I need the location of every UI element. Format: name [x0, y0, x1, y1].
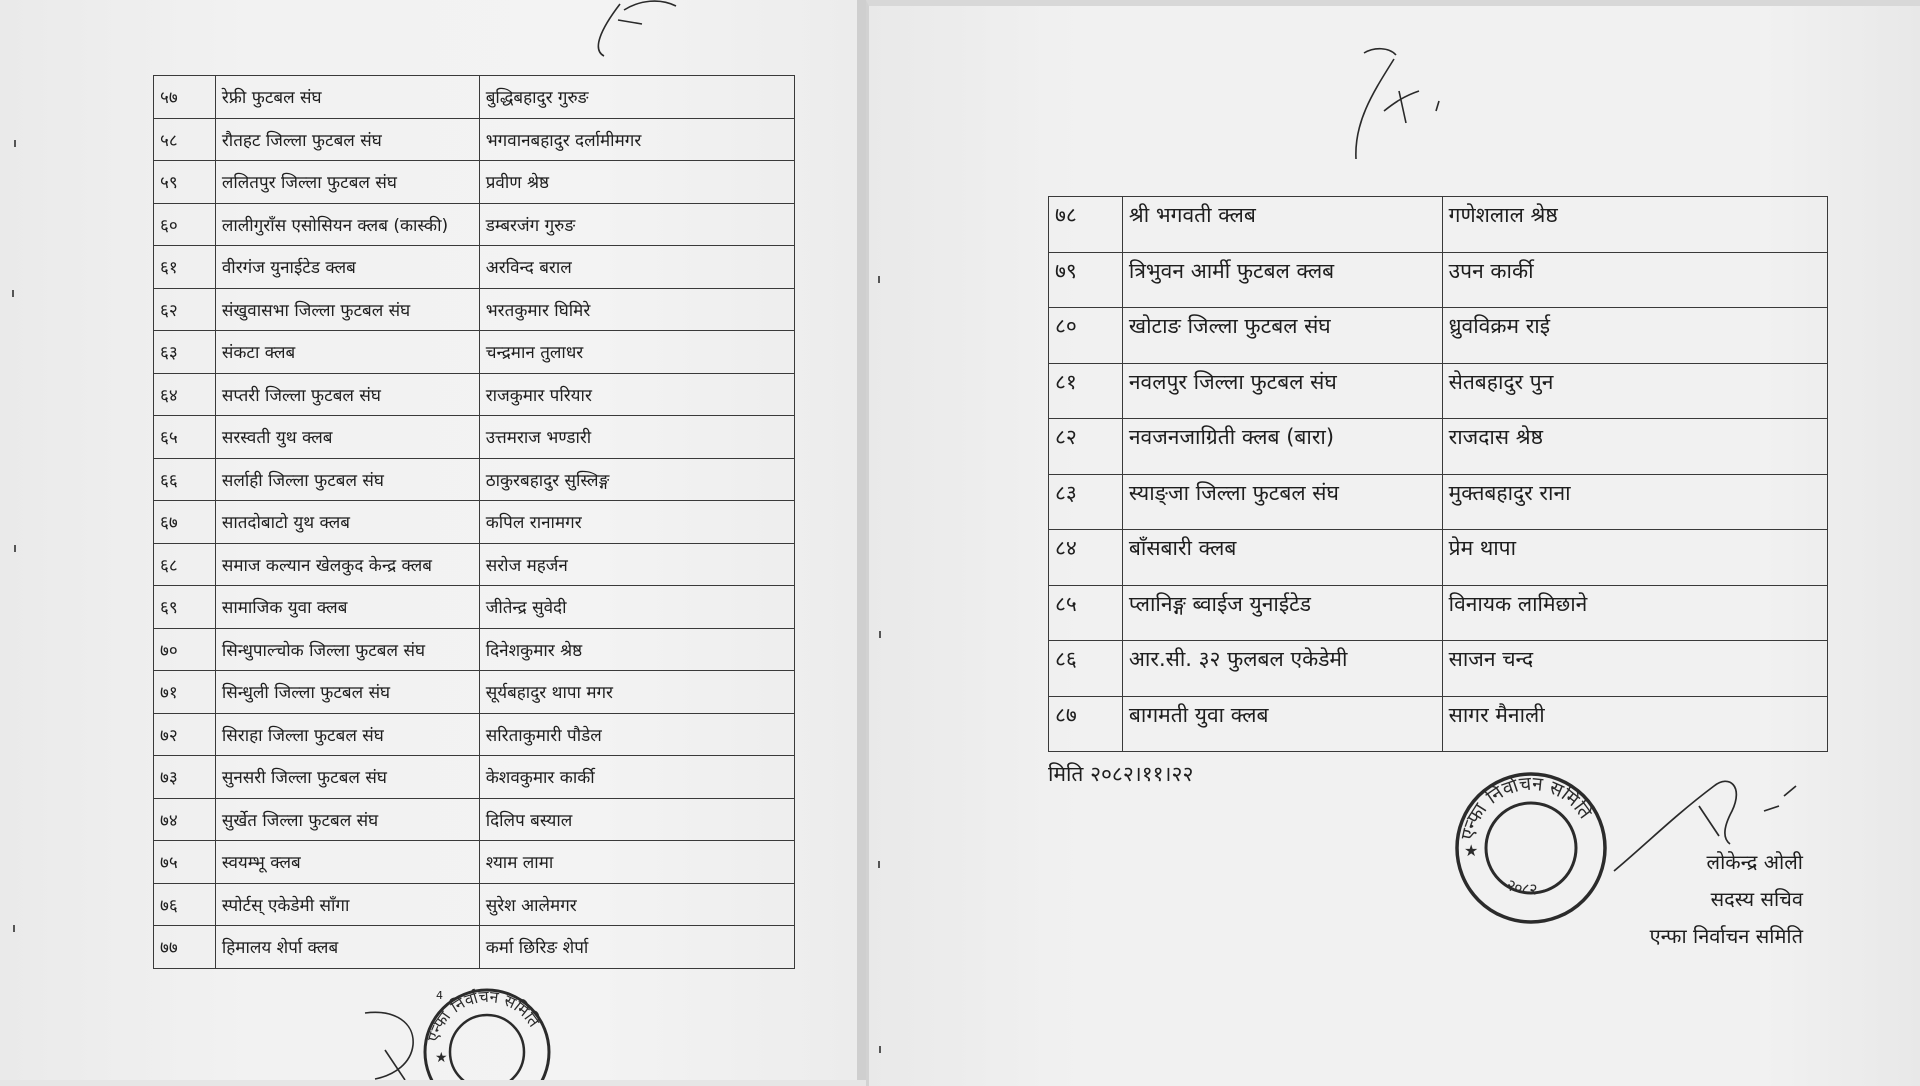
representative-name: गणेशलाल श्रेष्ठ [1442, 197, 1827, 253]
representative-name: दिनेशकुमार श्रेष्ठ [479, 628, 794, 671]
serial-number: ७२ [154, 713, 216, 756]
organization-name: खोटाङ जिल्ला फुटबल संघ [1122, 308, 1442, 364]
member-list-table-left [153, 75, 795, 969]
left-table-row [154, 713, 795, 756]
representative-name: डम्बरजंग गुरुङ [479, 203, 794, 246]
left-table-row [154, 926, 795, 969]
representative-name: कर्मा छिरिङ शेर्पा [479, 926, 794, 969]
representative-name: सुरेश आलेमगर [479, 883, 794, 926]
document-page-right [866, 0, 1920, 1086]
serial-number: ८० [1049, 308, 1123, 364]
serial-number: ८५ [1049, 585, 1123, 641]
serial-number: ६३ [154, 331, 216, 374]
serial-number: ७३ [154, 756, 216, 799]
left-table-row [154, 841, 795, 884]
organization-name: बागमती युवा क्लब [1122, 696, 1442, 752]
serial-number: ६८ [154, 543, 216, 586]
serial-number: ८३ [1049, 474, 1123, 530]
right-table-row [1049, 252, 1828, 308]
left-table-row [154, 798, 795, 841]
signature-mark-top-right [1344, 41, 1464, 171]
svg-text:एन्फा निर्वाचन समिति: एन्फा निर्वाचन समिति [423, 986, 544, 1044]
representative-name: प्रेम थापा [1442, 530, 1827, 586]
right-table-row [1049, 363, 1828, 419]
organization-name: हिमालय शेर्पा क्लब [215, 926, 479, 969]
organization-name: सरस्वती युथ क्लब [215, 416, 479, 459]
representative-name: भगवानबहादुर दर्लामीमगर [479, 118, 794, 161]
svg-text:★: ★ [1464, 841, 1479, 860]
member-list-table-right [1048, 196, 1828, 752]
signatory-title: सदस्य सचिव [1710, 887, 1803, 911]
representative-name: जीतेन्द्र सुवेदी [479, 586, 794, 629]
serial-number: ६६ [154, 458, 216, 501]
serial-number: ८६ [1049, 641, 1123, 697]
right-table-row [1049, 419, 1828, 475]
serial-number: ७१ [154, 671, 216, 714]
page-gutter [857, 0, 866, 1080]
left-table-row [154, 756, 795, 799]
left-table-row [154, 373, 795, 416]
left-table-row [154, 543, 795, 586]
organization-name: बाँसबारी क्लब [1122, 530, 1442, 586]
serial-number: ६० [154, 203, 216, 246]
left-table-row [154, 118, 795, 161]
organization-name: संखुवासभा जिल्ला फुटबल संघ [215, 288, 479, 331]
serial-number: ७७ [154, 926, 216, 969]
serial-number: ८२ [1049, 419, 1123, 475]
representative-name: भरतकुमार घिमिरे [479, 288, 794, 331]
representative-name: सरिताकुमारी पौडेल [479, 713, 794, 756]
left-table-row [154, 76, 795, 119]
serial-number: ७५ [154, 841, 216, 884]
organization-name: सुनसरी जिल्ला फुटबल संघ [215, 756, 479, 799]
organization-name: रेफ्री फुटबल संघ [215, 76, 479, 119]
organization-name: रौतहट जिल्ला फुटबल संघ [215, 118, 479, 161]
left-table-row [154, 586, 795, 629]
serial-number: ६२ [154, 288, 216, 331]
right-table-row [1049, 474, 1828, 530]
representative-name: सरोज महर्जन [479, 543, 794, 586]
organization-name: संकटा क्लब [215, 331, 479, 374]
serial-number: ७० [154, 628, 216, 671]
representative-name: अरविन्द बराल [479, 246, 794, 289]
signatory-block [1650, 844, 1803, 955]
election-committee-stamp-right [1453, 766, 1613, 926]
representative-name: केशवकुमार कार्की [479, 756, 794, 799]
representative-name: ठाकुरबहादुर सुस्लिङ्ग [479, 458, 794, 501]
representative-name: श्याम लामा [479, 841, 794, 884]
svg-text:★: ★ [435, 1050, 448, 1066]
right-table-row [1049, 530, 1828, 586]
serial-number: ५९ [154, 161, 216, 204]
page-number: 4 [436, 989, 443, 1002]
left-table-row [154, 671, 795, 714]
serial-number: ८१ [1049, 363, 1123, 419]
serial-number: ७८ [1049, 197, 1123, 253]
serial-number: ७४ [154, 798, 216, 841]
organization-name: सुर्खेत जिल्ला फुटबल संघ [215, 798, 479, 841]
serial-number: ६९ [154, 586, 216, 629]
organization-name: श्री भगवती क्लब [1122, 197, 1442, 253]
organization-name: वीरगंज युनाईटेड क्लब [215, 246, 479, 289]
organization-name: लालीगुराँस एसोसियन क्लब (कास्की) [215, 203, 479, 246]
left-table-row [154, 416, 795, 459]
representative-name: सूर्यबहादुर थापा मगर [479, 671, 794, 714]
right-table-row [1049, 641, 1828, 697]
left-table-row [154, 628, 795, 671]
representative-name: राजकुमार परियार [479, 373, 794, 416]
organization-name: सातदोबाटो युथ क्लब [215, 501, 479, 544]
representative-name: प्रवीण श्रेष्ठ [479, 161, 794, 204]
representative-name: विनायक लामिछाने [1442, 585, 1827, 641]
document-date: मिति २०८२।११।२२ [1048, 762, 1194, 786]
left-table-row [154, 161, 795, 204]
right-table-row [1049, 585, 1828, 641]
organization-name: सर्लाही जिल्ला फुटबल संघ [215, 458, 479, 501]
organization-name: आर.सी. ३२ फुलबल एकेडेमी [1122, 641, 1442, 697]
serial-number: ७९ [1049, 252, 1123, 308]
representative-name: दिलिप बस्याल [479, 798, 794, 841]
representative-name: उपन कार्की [1442, 252, 1827, 308]
serial-number: ६१ [154, 246, 216, 289]
organization-name: प्लानिङ्ग ब्वाईज युनाईटेड [1122, 585, 1442, 641]
representative-name: सागर मैनाली [1442, 696, 1827, 752]
serial-number: ६५ [154, 416, 216, 459]
representative-name: ध्रुवविक्रम राई [1442, 308, 1827, 364]
organization-name: स्याङ्जा जिल्ला फुटबल संघ [1122, 474, 1442, 530]
signatory-name: लोकेन्द्र ओली [1706, 850, 1803, 874]
left-table-row [154, 288, 795, 331]
serial-number: ७६ [154, 883, 216, 926]
left-table-row [154, 246, 795, 289]
representative-name: साजन चन्द [1442, 641, 1827, 697]
organization-name: त्रिभुवन आर्मी फुटबल क्लब [1122, 252, 1442, 308]
organization-name: सामाजिक युवा क्लब [215, 586, 479, 629]
representative-name: उत्तमराज भण्डारी [479, 416, 794, 459]
left-table-row [154, 883, 795, 926]
serial-number: ६७ [154, 501, 216, 544]
organization-name: सिराहा जिल्ला फुटबल संघ [215, 713, 479, 756]
representative-name: मुक्तबहादुर राना [1442, 474, 1827, 530]
svg-text:एन्फा निर्वाचन समिति: एन्फा निर्वाचन समिति [1456, 772, 1597, 842]
organization-name: स्पोर्टस् एकेडेमी साँगा [215, 883, 479, 926]
organization-name: नवजनजाग्रिती क्लब (बारा) [1122, 419, 1442, 475]
right-table-row [1049, 308, 1828, 364]
serial-number: ८४ [1049, 530, 1123, 586]
organization-name: स्वयम्भू क्लब [215, 841, 479, 884]
svg-text:२०८२: २०८२ [1503, 874, 1539, 899]
signature-mark-top-left [580, 0, 720, 64]
organization-name: समाज कल्यान खेलकुद केन्द्र क्लब [215, 543, 479, 586]
right-table-row [1049, 197, 1828, 253]
serial-number: ५७ [154, 76, 216, 119]
signatory-committee: एन्फा निर्वाचन समिति [1649, 924, 1803, 948]
left-table-row [154, 203, 795, 246]
representative-name: राजदास श्रेष्ठ [1442, 419, 1827, 475]
serial-number: ६४ [154, 373, 216, 416]
organization-name: ललितपुर जिल्ला फुटबल संघ [215, 161, 479, 204]
representative-name: चन्द्रमान तुलाधर [479, 331, 794, 374]
organization-name: सिन्धुली जिल्ला फुटबल संघ [215, 671, 479, 714]
representative-name: सेतबहादुर पुन [1442, 363, 1827, 419]
representative-name: कपिल रानामगर [479, 501, 794, 544]
left-table-row [154, 501, 795, 544]
serial-number: ८७ [1049, 696, 1123, 752]
document-page-left [0, 0, 857, 1080]
serial-number: ५८ [154, 118, 216, 161]
organization-name: नवलपुर जिल्ला फुटबल संघ [1122, 363, 1442, 419]
organization-name: सिन्धुपाल्चोक जिल्ला फुटबल संघ [215, 628, 479, 671]
organization-name: सप्तरी जिल्ला फुटबल संघ [215, 373, 479, 416]
right-table-row [1049, 696, 1828, 752]
left-table-row [154, 331, 795, 374]
representative-name: बुद्धिबहादुर गुरुङ [479, 76, 794, 119]
left-table-row [154, 458, 795, 501]
